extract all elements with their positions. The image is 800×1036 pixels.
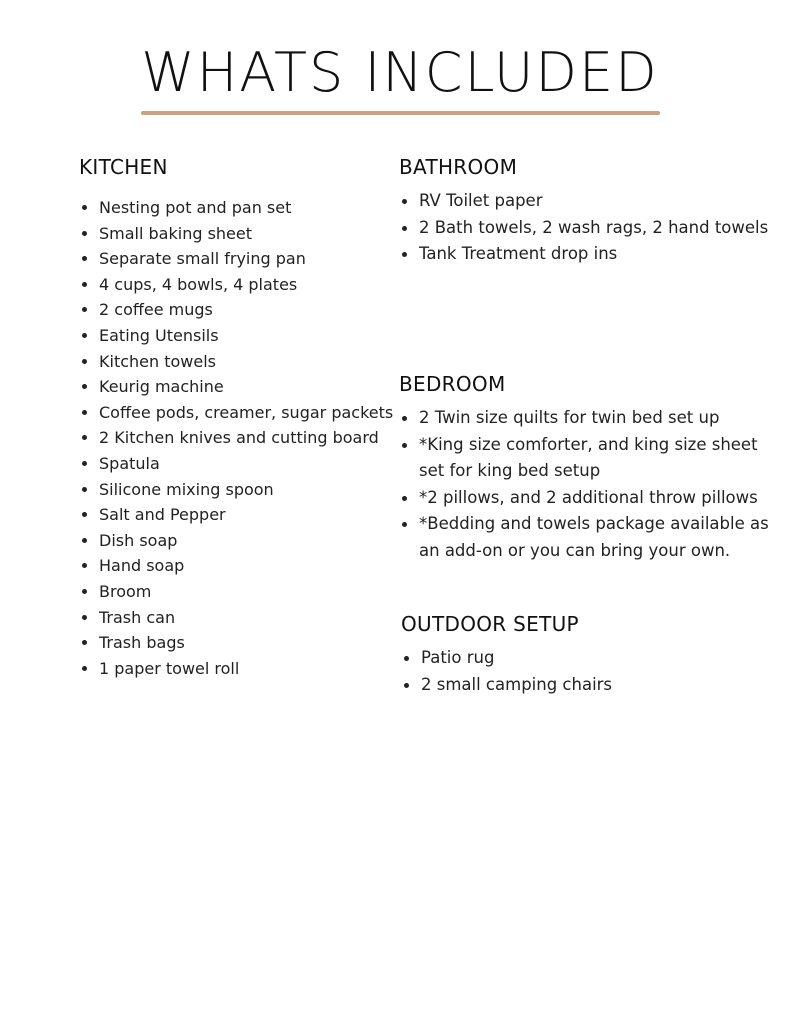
list-item <box>399 215 779 242</box>
list-item <box>399 432 784 485</box>
list-item-text: 1 paper towel roll <box>99 658 240 678</box>
bullet-icon <box>402 252 407 257</box>
list-item-text: *King size comforter, and king size sheet set for king bed setup <box>419 434 758 480</box>
bullet-icon <box>82 359 87 364</box>
list-item-text: 2 small camping chairs <box>421 674 613 694</box>
list-item <box>79 221 394 247</box>
bullet-icon <box>402 416 407 421</box>
bullet-icon <box>402 522 407 527</box>
list-item <box>79 656 394 682</box>
bullet-icon <box>402 443 407 448</box>
list-item <box>79 605 394 631</box>
list-item-text: Salt and Pepper <box>99 505 226 525</box>
bedroom-section <box>399 371 784 564</box>
list-item <box>79 272 394 298</box>
list-item <box>79 579 394 605</box>
bullet-icon <box>82 410 87 415</box>
list-item-text: Hand soap <box>99 556 185 576</box>
list-item <box>79 451 394 477</box>
bullet-icon <box>404 656 409 661</box>
list-item-text: *Bedding and towels package available as an add-on or you can bring your own. <box>419 514 769 560</box>
list-item <box>79 425 394 451</box>
list-item-text: Nesting pot and pan set <box>99 198 292 217</box>
bedroom-heading: BEDROOM <box>399 372 506 396</box>
list-item <box>399 485 784 512</box>
list-item-text: 2 Bath towels, 2 wash rags, 2 hand towels <box>419 217 769 237</box>
list-item <box>401 672 781 699</box>
list-item <box>79 297 394 323</box>
bullet-icon <box>402 496 407 501</box>
bullet-icon <box>82 282 87 287</box>
bullet-icon <box>82 615 87 620</box>
list-item-text: Trash can <box>99 607 176 627</box>
bullet-icon <box>402 199 407 204</box>
list-item-text: Coffee pods, creamer, sugar packets <box>99 402 394 422</box>
list-item-text: Keurig machine <box>99 377 224 397</box>
list-item <box>399 405 784 432</box>
list-item <box>79 477 394 503</box>
list-item-text: RV Toilet paper <box>419 191 543 210</box>
list-item <box>79 349 394 375</box>
list-item <box>79 374 394 400</box>
list-item-text: Kitchen towels <box>99 351 216 371</box>
list-item-text: 2 coffee mugs <box>99 300 213 320</box>
list-item-text: Spatula <box>99 453 160 473</box>
bathroom-heading: BATHROOM <box>399 155 518 179</box>
page-title: WHATS INCLUDED <box>141 41 659 104</box>
outdoor-heading: OUTDOOR SETUP <box>401 612 579 636</box>
bullet-icon <box>82 435 87 440</box>
bullet-icon <box>82 487 87 492</box>
bedroom-list <box>399 405 784 564</box>
bullet-icon <box>82 538 87 543</box>
list-item-text: Small baking sheet <box>99 223 253 243</box>
bullet-icon <box>82 384 87 389</box>
list-item <box>79 630 394 656</box>
list-item <box>79 195 394 221</box>
outdoor-section <box>401 611 781 698</box>
list-item-text: Patio rug <box>421 648 495 667</box>
bathroom-section <box>399 154 779 268</box>
list-item-text: Broom <box>99 581 152 601</box>
list-item-text: Separate small frying pan <box>99 249 306 269</box>
list-item <box>79 323 394 349</box>
bullet-icon <box>404 683 409 688</box>
bullet-icon <box>402 226 407 231</box>
list-item <box>399 511 784 564</box>
bullet-icon <box>82 666 87 671</box>
title-divider <box>141 111 660 115</box>
outdoor-list <box>401 645 781 698</box>
list-item-text: 2 Twin size quilts for twin bed set up <box>419 408 720 427</box>
list-item <box>79 553 394 579</box>
bullet-icon <box>82 589 87 594</box>
list-item <box>399 188 779 215</box>
bullet-icon <box>82 307 87 312</box>
list-item-text: Eating Utensils <box>99 325 219 345</box>
bathroom-list <box>399 188 779 268</box>
list-item-text: Trash bags <box>99 633 185 653</box>
list-item <box>399 241 779 268</box>
bullet-icon <box>82 640 87 645</box>
bullet-icon <box>82 563 87 568</box>
list-item-text: Dish soap <box>99 530 178 550</box>
kitchen-section <box>79 154 394 681</box>
list-item <box>401 645 781 672</box>
list-item-text: Tank Treatment drop ins <box>419 244 618 263</box>
list-item-text: Silicone mixing spoon <box>99 479 274 499</box>
list-item-text: 2 Kitchen knives and cutting board <box>99 428 379 448</box>
kitchen-list <box>79 195 394 681</box>
bullet-icon <box>82 512 87 517</box>
list-item <box>79 246 394 272</box>
bullet-icon <box>82 461 87 466</box>
bullet-icon <box>82 333 87 338</box>
list-item-text: 4 cups, 4 bowls, 4 plates <box>99 274 298 294</box>
kitchen-heading: KITCHEN <box>79 155 168 179</box>
list-item-text: *2 pillows, and 2 additional throw pillows <box>419 487 758 507</box>
bullet-icon <box>82 256 87 261</box>
list-item <box>79 528 394 554</box>
bullet-icon <box>82 205 87 210</box>
list-item <box>79 502 394 528</box>
list-item <box>79 400 394 426</box>
bullet-icon <box>82 231 87 236</box>
